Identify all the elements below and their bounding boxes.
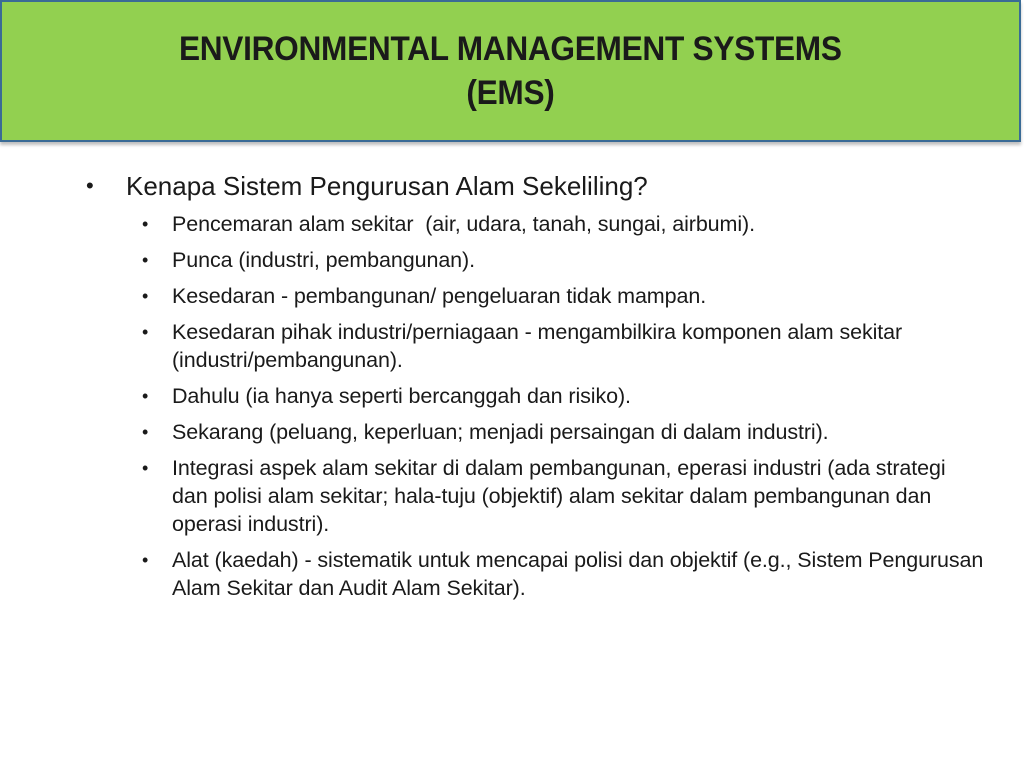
sub-bullet-text: Alat (kaedah) - sistematik untuk mencapai polisi dan objektif (e.g., Sistem Pengurusan Alam Sekitar dan Audit Alam Sekitar). xyxy=(172,548,988,600)
sub-bullet-item xyxy=(142,210,986,238)
sub-bullet-item xyxy=(142,382,986,410)
sub-bullet-text: Sekarang (peluang, keperluan; menjadi persaingan di dalam industri). xyxy=(172,420,829,444)
sub-bullet-text: Kesedaran - pembangunan/ pengeluaran tidak mampan. xyxy=(172,284,707,308)
sub-bullet-text: Integrasi aspek alam sekitar di dalam pembangunan, eperasi industri (ada strategi dan polisi alam sekitar; hala-tuju (objektif) alam sekitar dalam pembangunan dan operasi industri). xyxy=(172,456,952,536)
main-bullet-text: Kenapa Sistem Pengurusan Alam Sekeliling? xyxy=(126,171,648,201)
sub-bullet-item xyxy=(142,546,986,602)
bullet-icon: • xyxy=(142,422,149,442)
title-banner xyxy=(0,0,1021,142)
sub-bullet-item xyxy=(142,282,986,310)
sub-bullet-text: Kesedaran pihak industri/perniagaan - mengambilkira komponen alam sekitar (industri/pembangunan). xyxy=(172,320,908,372)
bullet-icon: • xyxy=(86,173,94,198)
sub-bullet-list xyxy=(142,210,986,602)
sub-bullet-item xyxy=(142,246,986,274)
bullet-icon: • xyxy=(142,550,149,570)
slide-title-line-2: (EMS) xyxy=(466,74,555,112)
bullet-icon: • xyxy=(142,214,149,234)
sub-bullet-item xyxy=(142,318,986,374)
sub-bullet-item xyxy=(142,418,986,446)
sub-bullet-text: Pencemaran alam sekitar (air, udara, tanah, sungai, airbumi). xyxy=(172,212,755,236)
bullet-icon: • xyxy=(142,286,149,306)
slide-content xyxy=(86,170,986,610)
main-bullet xyxy=(86,170,986,202)
bullet-icon: • xyxy=(142,250,149,270)
sub-bullet-item xyxy=(142,454,986,538)
sub-bullet-text: Punca (industri, pembangunan). xyxy=(172,248,475,272)
bullet-icon: • xyxy=(142,386,149,406)
slide-title-line-1: ENVIRONMENTAL MANAGEMENT SYSTEMS xyxy=(179,30,842,68)
bullet-icon: • xyxy=(142,322,149,342)
bullet-icon: • xyxy=(142,458,149,478)
sub-bullet-text: Dahulu (ia hanya seperti bercanggah dan risiko). xyxy=(172,384,631,408)
